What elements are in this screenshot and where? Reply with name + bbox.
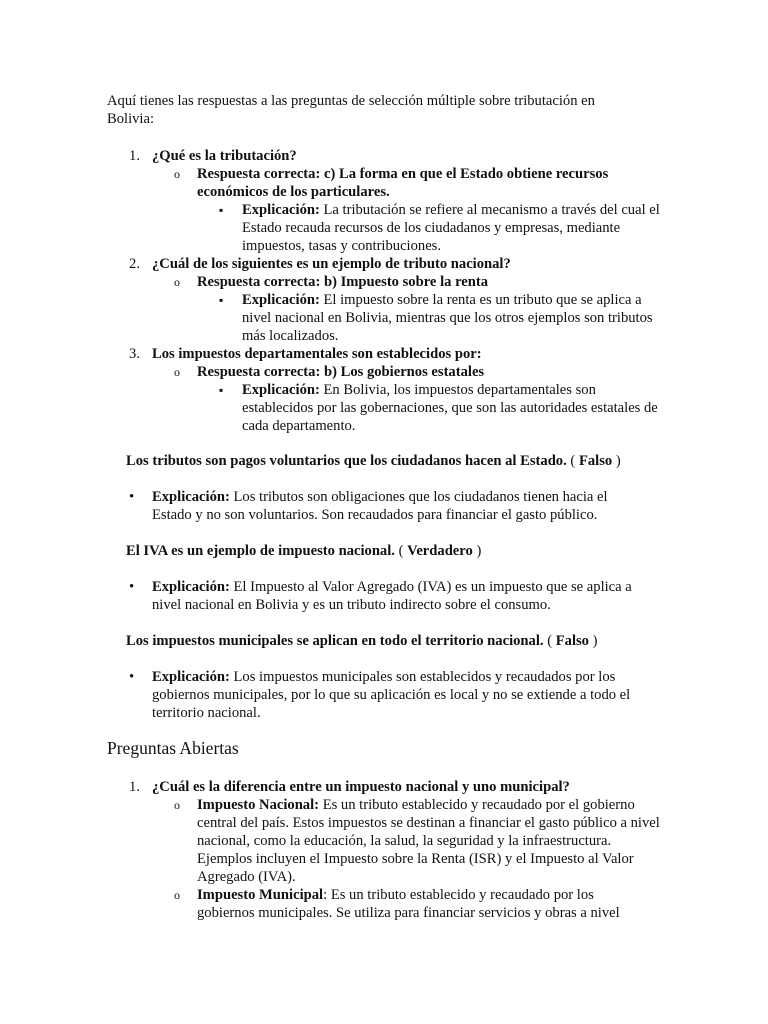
tf-3-explanation-label: Explicación: [152,669,230,685]
tf-2-verdict: Verdadero [407,543,473,559]
open-1-item-2-bullet: o [174,888,180,902]
open-1-item-2-colon: : [323,887,328,903]
mc-1-explanation-label: Explicación: [242,202,320,218]
tf-1-explanation-bullet: • [129,489,135,505]
tf-2-statement-line [126,542,686,560]
open-1-question: ¿Cuál es la diferencia entre un impuesto nacional y uno municipal? [152,779,570,795]
tf-1-statement-line [126,452,686,470]
mc-3-number: 3. [129,346,140,362]
mc-2-answer-bullet: o [174,275,180,289]
open-1-item-1-bullet: o [174,798,180,812]
mc-3-explanation-text: En Bolivia, los impuestos departamentales son establecidos por las gobernaciones, que son las autoridades estatales de cada departamento. [242,382,658,434]
tf-2-statement: El IVA es un ejemplo de impuesto nacional. [126,543,395,559]
mc-2-number: 2. [129,256,140,272]
open-1-number: 1. [129,779,140,795]
tf-3-explanation-bullet: • [129,669,135,685]
open-1-item-2-text: Es un tributo establecido y recaudado por los gobiernos municipales. Se utiliza para financiar servicios y obras a nivel [197,887,620,921]
open-questions-heading: Preguntas Abiertas [107,738,239,758]
mc-2-explanation-bullet: ▪ [219,293,224,307]
mc-2-explanation-text: El impuesto sobre la renta es un tributo que se aplica a nivel nacional en Bolivia, mientras que los otros ejemplos son tributos más localizados. [242,292,653,344]
mc-1-explanation [242,201,664,255]
mc-2-explanation-label: Explicación: [242,292,320,308]
tf-3-statement: Los impuestos municipales se aplican en todo el territorio nacional. [126,633,544,649]
intro-paragraph: Aquí tienes las respuestas a las preguntas de selección múltiple sobre tributación en Bolivia: [107,93,595,127]
mc-1-explanation-text: La tributación se refiere al mecanismo a través del cual el Estado recauda recursos de los ciudadanos y empresas, mediante impuestos, tasas y contribuciones. [242,202,660,254]
mc-3-explanation-label: Explicación: [242,382,320,398]
tf-3-close-paren: ) [592,633,598,649]
tf-2-explanation-label: Explicación: [152,579,230,595]
open-1-item-1-label: Impuesto Nacional: [197,797,320,813]
open-1-item-1-text: Es un tributo establecido y recaudado por el gobierno central del país. Estos impuestos se destinan a financiar el gasto público a nivel nacional, como la educación, la salud, la seguridad y la infraestructura. Ejemplos incluyen el Impuesto sobre la Renta (ISR) y el Impuesto al Valor Agregado (IVA). [197,797,660,885]
tf-3-explanation [152,668,652,722]
open-1-item-1 [197,796,662,886]
mc-1-explanation-bullet: ▪ [219,203,224,217]
mc-1-question: ¿Qué es la tributación? [152,148,297,164]
tf-2-explanation [152,578,657,614]
mc-1-answer-bullet: o [174,167,180,181]
mc-3-answer-bullet: o [174,365,180,379]
open-1-item-2 [197,886,627,922]
mc-3-answer: Respuesta correcta: b) Los gobiernos estatales [197,364,485,380]
tf-1-explanation [152,488,632,524]
tf-2-explanation-bullet: • [129,579,135,595]
mc-2-answer: Respuesta correcta: b) Impuesto sobre la renta [197,274,489,290]
tf-1-open-paren: ( [570,453,576,469]
tf-1-close-paren: ) [615,453,621,469]
tf-3-explanation-text: Los impuestos municipales son establecidos y recaudados por los gobiernos municipales, por lo que su aplicación es local y no se extiende a todo el territorio nacional. [152,669,631,721]
mc-1-number: 1. [129,148,140,164]
tf-2-open-paren: ( [398,543,404,559]
tf-1-statement: Los tributos son pagos voluntarios que los ciudadanos hacen al Estado. [126,453,567,469]
mc-3-question: Los impuestos departamentales son establecidos por: [152,346,482,362]
mc-1-answer: Respuesta correcta: c) La forma en que el Estado obtiene recursos económicos de los particulares. [197,166,609,200]
tf-1-explanation-label: Explicación: [152,489,230,505]
tf-3-verdict: Falso [555,633,589,649]
tf-2-close-paren: ) [476,543,482,559]
mc-3-explanation [242,381,664,435]
tf-3-open-paren: ( [547,633,553,649]
tf-3-statement-line [126,632,706,650]
open-1-item-2-label: Impuesto Municipal [197,887,324,903]
tf-1-explanation-text: Los tributos son obligaciones que los ciudadanos tienen hacia el Estado y no son voluntarios. Son recaudados para financiar el gasto público. [152,489,608,523]
mc-3-explanation-bullet: ▪ [219,383,224,397]
mc-2-question: ¿Cuál de los siguientes es un ejemplo de tributo nacional? [152,256,511,272]
tf-1-verdict: Falso [578,453,613,469]
tf-2-explanation-text: El Impuesto al Valor Agregado (IVA) es un impuesto que se aplica a nivel nacional en Bolivia y es un tributo indirecto sobre el consumo. [152,579,632,613]
mc-2-explanation [242,291,664,345]
